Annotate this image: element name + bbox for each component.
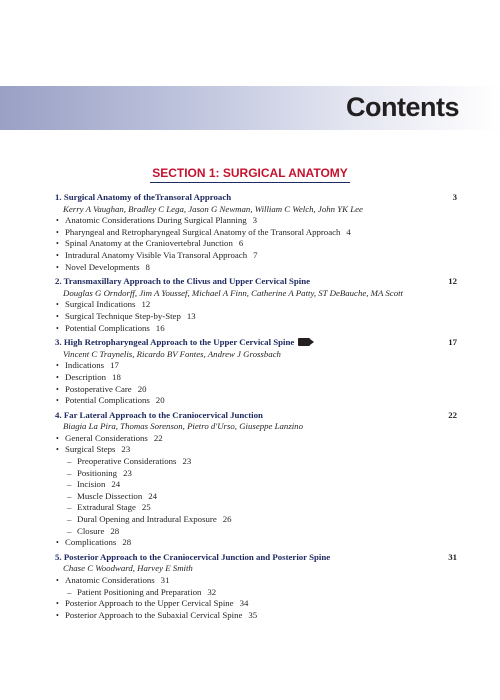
chapter-title: Posterior Approach to the Craniocervical Junction and Posterior Spine [63,551,331,562]
topic-page: 23 [121,444,131,455]
subtopic-title: Dural Opening and Intradural Exposure [77,514,217,525]
subtopic-link[interactable] [55,456,457,468]
subtopic-title: Preoperative Considerations [77,456,177,467]
topic-title: Novel Developments [65,261,140,272]
topic-page: 20 [155,395,165,406]
topic-page: 18 [112,371,121,382]
subtopic-title: Incision [77,479,106,490]
topic-link[interactable] [55,575,457,587]
topic-page: 16 [155,322,165,333]
topic-page: 34 [239,598,249,609]
subtopic-page: 26 [222,514,232,525]
subtopic-page: 23 [123,467,132,478]
chapter-number: 2. [55,276,62,287]
chapter-authors: Vincent C Traynelis, Ricardo BV Fontes, Andrew J Grossbach [63,348,281,359]
subtopic-page: 25 [141,502,151,513]
topic-link[interactable] [55,323,457,335]
chapter-link[interactable] [55,276,457,288]
chapter-page: 31 [448,551,457,562]
topic-title: Surgical Indications [65,299,136,310]
topic-link[interactable] [55,262,457,274]
topic-title: Anatomic Considerations During Surgical Planning [65,215,247,226]
chapter-entry [55,192,457,273]
chapter-authors: Kerry A Vaughan, Bradley C Lega, Jason G Newman, William C Welch, John YK Lee [63,203,363,214]
topic-link[interactable] [55,598,457,610]
subtopic-link[interactable] [55,468,457,480]
topic-title: Indications [65,360,105,371]
subtopic-title: Extradural Stage [77,502,136,513]
chapter-number: 3. [55,337,62,348]
topic-title: Intradural Anatomy Visible Via Transoral Approach [65,249,248,260]
topic-page: 8 [145,261,150,272]
topic-page: 17 [110,360,119,371]
topic-page: 3 [252,215,258,226]
topic-link[interactable] [55,395,457,407]
chapter-entry [55,276,457,334]
topic-link[interactable] [55,433,457,445]
chapter-entry [55,410,457,549]
topic-page: 31 [160,575,170,585]
topic-link[interactable] [55,238,457,250]
chapter-page: 22 [448,409,457,420]
topic-link[interactable] [55,215,457,227]
chapter-entry [55,337,457,407]
subtopic-page: 23 [182,456,192,467]
topic-link[interactable] [55,537,457,549]
table-of-contents [55,192,457,624]
topic-title: Postoperative Care [65,383,132,394]
section-title: SECTION 1: SURGICAL ANATOMY [150,166,350,183]
chapter-link[interactable] [55,552,457,564]
topic-page: 4 [346,226,351,237]
chapter-topics [55,360,457,406]
chapter-link[interactable] [55,410,457,422]
topic-title: Potential Complications [65,322,150,333]
topic-title: Surgical Technique Step-by-Step [65,310,181,321]
subtopic-link[interactable] [55,479,457,491]
topic-link[interactable] [55,360,457,372]
topic-page: 7 [253,249,258,260]
topic-link[interactable] [55,444,457,456]
chapter-authors: Douglas G Orndorff, Jim A Youssef, Michael A Finn, Catherine A Patty, ST DeBauche, MA Scott [63,287,403,298]
subtopic-link[interactable] [55,587,457,599]
topic-title: Potential Complications [65,395,150,406]
topic-title: Posterior Approach to the Upper Cervical Spine [65,598,234,609]
chapter-authors: Biagia La Pira, Thomas Sorenson, Pietro d'Urso, Giuseppe Lanzino [63,421,303,432]
topic-title: Complications [65,537,117,548]
chapter-topics [55,433,457,549]
topic-page: 12 [141,299,151,310]
subtopic-link[interactable] [55,491,457,503]
subtopic-title: Muscle Dissection [77,490,143,501]
subtopic-page: 24 [148,490,158,501]
topic-page: 28 [122,537,132,548]
topic-title: Spinal Anatomy at the Craniovertebral Junction [65,238,233,249]
topic-link[interactable] [55,610,457,622]
chapter-number: 4. [55,409,62,420]
topic-title: Pharyngeal and Retropharyngeal Surgical Anatomy of the Transoral Approach [65,226,341,237]
video-icon [298,338,310,346]
chapter-title: High Retropharyngeal Approach to the Upper Cervical Spine [63,337,295,348]
chapter-title: Transmaxillary Approach to the Clivus and Upper Cervical Spine [63,276,310,287]
subtopic-page: 24 [111,479,121,490]
topic-link[interactable] [55,384,457,396]
topic-page: 20 [137,383,147,394]
chapter-authors: Chase C Woodward, Harvey E Smith [63,563,193,574]
topic-page: 6 [238,238,244,249]
chapter-title: Far Lateral Approach to the Craniocervical Junction [63,409,263,420]
chapter-topics [55,575,457,621]
topic-title: Anatomic Considerations [65,575,155,585]
chapter-link[interactable] [55,337,457,349]
subtopic-title: Closure [77,525,105,536]
subtopic-link[interactable] [55,514,457,526]
topic-title: Description [65,371,107,382]
chapter-title: Surgical Anatomy of theTransoral Approach [63,192,232,202]
topic-title: Surgical Steps [65,444,116,455]
topic-link[interactable] [55,372,457,384]
topic-link[interactable] [55,299,457,311]
subtopic-title: Positioning [77,467,118,478]
topic-page: 35 [248,609,258,620]
topic-link[interactable] [55,250,457,262]
chapter-topics [55,215,457,273]
chapter-entry [55,552,457,622]
subtopic-link[interactable] [55,526,457,538]
chapter-number: 1. [55,192,62,202]
subtopic-title: Patient Positioning and Preparation [77,586,202,597]
chapter-page: 3 [452,192,457,202]
chapter-page: 12 [448,276,457,287]
topic-title: Posterior Approach to the Subaxial Cervical Spine [65,609,243,620]
topic-page: 22 [153,432,163,443]
section-heading [0,164,500,183]
topic-link[interactable] [55,227,457,239]
chapter-link[interactable] [55,192,457,204]
page-title: Contents [346,92,459,122]
topic-link[interactable] [55,311,457,323]
chapter-topics [55,299,457,334]
topic-title: General Considerations [65,432,148,443]
topic-page: 13 [186,310,196,321]
chapter-page: 17 [448,337,457,348]
subtopic-page: 28 [110,525,120,536]
chapter-number: 5. [55,551,62,562]
subtopic-link[interactable] [55,502,457,514]
subtopic-page: 32 [207,586,217,597]
